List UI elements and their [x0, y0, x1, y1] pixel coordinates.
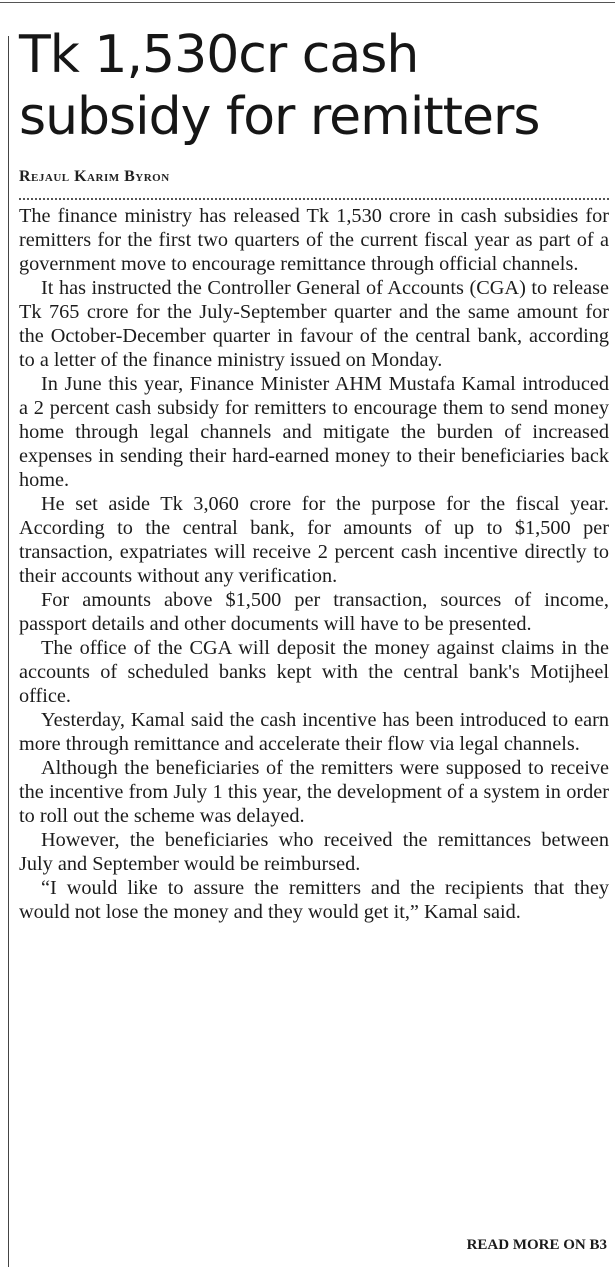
- paragraph: Yesterday, Kamal said the cash incentive has been introduced to earn more through remittance and accelerate their flow via legal channels.: [19, 709, 609, 755]
- column-rule: [8, 36, 9, 1267]
- headline-line-1: Tk 1,530cr cash: [19, 25, 419, 85]
- paragraph: It has instructed the Controller General of Accounts (CGA) to release Tk 765 crore for the July-September quarter and the same amount for the October-December quarter in favour of the central bank, according to a letter of the finance ministry issued on Monday.: [19, 277, 609, 371]
- article: [19, 24, 609, 924]
- paragraph: The office of the CGA will deposit the money against claims in the accounts of scheduled banks kept with the central bank's Motijheel office.: [19, 637, 609, 707]
- paragraph: However, the beneficiaries who received the remittances between July and September would be reimbursed.: [19, 829, 609, 875]
- top-rule: [0, 2, 615, 3]
- paragraph: Although the beneficiaries of the remitters were supposed to receive the incentive from July 1 this year, the development of a system in order to roll out the scheme was delayed.: [19, 757, 609, 827]
- paragraph: For amounts above $1,500 per transaction, sources of income, passport details and other documents will have to be presented.: [19, 589, 609, 635]
- headline: [19, 24, 609, 148]
- dotted-divider: [19, 198, 609, 200]
- paragraph: In June this year, Finance Minister AHM Mustafa Kamal introduced a 2 percent cash subsidy for remitters to encourage them to send money home through legal channels and mitigate the burden of increased expenses in sending their hard-earned money to their beneficiaries back home.: [19, 373, 609, 491]
- paragraph: He set aside Tk 3,060 crore for the purpose for the fiscal year. According to the central bank, for amounts of up to $1,500 per transaction, expatriates will receive 2 percent cash incentive directly to their accounts without any verification.: [19, 493, 609, 587]
- read-more-link[interactable]: READ MORE ON B3: [466, 1237, 607, 1253]
- byline: Rejaul Karim Byron: [19, 168, 170, 185]
- paragraph: The finance ministry has released Tk 1,530 crore in cash subsidies for remitters for the first two quarters of the current fiscal year as part of a government move to encourage remittance through official channels.: [19, 205, 609, 275]
- article-body: [19, 204, 609, 924]
- paragraph: “I would like to assure the remitters and the recipients that they would not lose the money and they would get it,” Kamal said.: [19, 877, 609, 923]
- headline-line-2: subsidy for remitters: [19, 87, 540, 147]
